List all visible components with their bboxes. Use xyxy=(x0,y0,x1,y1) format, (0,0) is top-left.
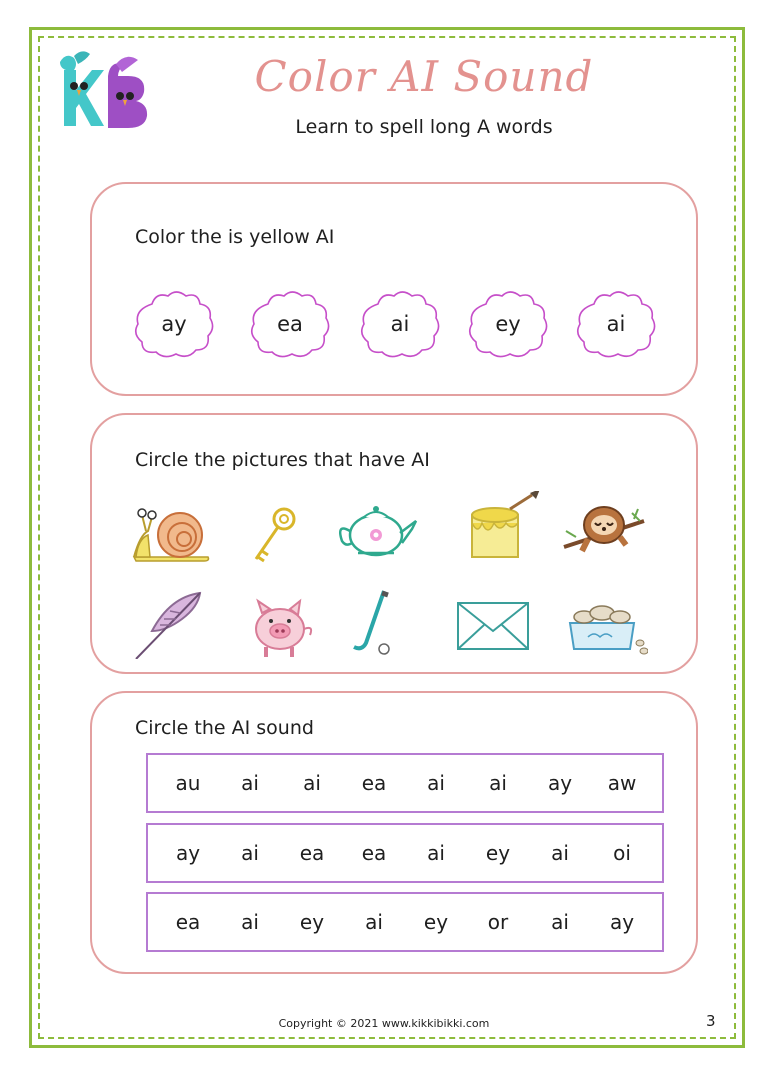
sound-row-2 xyxy=(146,823,664,883)
sound-item[interactable]: or xyxy=(487,910,509,934)
cloud-5[interactable] xyxy=(574,288,658,360)
sound-item[interactable]: ai xyxy=(365,910,383,934)
envelope-icon[interactable] xyxy=(452,591,536,663)
sound-item[interactable]: ea xyxy=(361,771,387,795)
sound-item[interactable]: oi xyxy=(613,841,631,865)
pictures-section xyxy=(90,413,698,674)
cloud-label: ay xyxy=(161,312,187,336)
sloth-icon[interactable] xyxy=(562,491,646,563)
cloud-label: ai xyxy=(390,312,410,336)
cloud-1[interactable] xyxy=(132,288,216,360)
cloud-label: ey xyxy=(495,312,521,336)
sound-item[interactable]: ey xyxy=(485,841,511,865)
sound-section-heading: Circle the AI sound xyxy=(135,717,314,739)
key-icon[interactable] xyxy=(242,497,326,569)
pig-icon[interactable] xyxy=(240,591,324,663)
sound-item[interactable]: ay xyxy=(609,910,635,934)
sound-item[interactable]: ai xyxy=(303,771,321,795)
sound-item[interactable]: ay xyxy=(547,771,573,795)
sound-item[interactable]: ai xyxy=(241,771,259,795)
sound-section xyxy=(90,691,698,974)
pictures-section-heading: Circle the pictures that have AI xyxy=(135,449,430,471)
sound-row-1 xyxy=(146,753,664,813)
sound-item[interactable]: ai xyxy=(427,771,445,795)
sound-item[interactable]: ai xyxy=(241,841,259,865)
sound-item[interactable]: ey xyxy=(299,910,325,934)
page-subtitle: Learn to spell long A words xyxy=(295,116,553,138)
cloud-label: ea xyxy=(277,312,303,336)
sound-item[interactable]: ay xyxy=(175,841,201,865)
sound-item[interactable]: au xyxy=(175,771,201,795)
hockey-stick-icon[interactable] xyxy=(342,587,426,659)
feather-icon[interactable] xyxy=(130,587,214,659)
sound-item[interactable]: aw xyxy=(607,771,637,795)
cloud-label: ai xyxy=(606,312,626,336)
cloud-4[interactable] xyxy=(466,288,550,360)
color-section-heading: Color the is yellow AI xyxy=(135,226,335,248)
copyright-text: Copyright © 2021 www.kikkibikki.com xyxy=(278,1017,490,1030)
sound-row-3 xyxy=(146,892,664,952)
paint-can-icon[interactable] xyxy=(462,491,546,563)
page-title: Color AI Sound xyxy=(254,52,594,101)
sound-item[interactable]: ai xyxy=(551,910,569,934)
cloud-2[interactable] xyxy=(248,288,332,360)
sound-item[interactable]: ai xyxy=(241,910,259,934)
sound-item[interactable]: ai xyxy=(427,841,445,865)
teapot-icon[interactable] xyxy=(336,493,420,565)
raisin-bowl-icon[interactable] xyxy=(564,589,648,661)
sound-item[interactable]: ea xyxy=(361,841,387,865)
sound-item[interactable]: ea xyxy=(299,841,325,865)
cloud-3[interactable] xyxy=(358,288,442,360)
snail-icon[interactable] xyxy=(130,495,214,567)
page-number: 3 xyxy=(706,1012,716,1030)
sound-item[interactable]: ea xyxy=(175,910,201,934)
sound-item[interactable]: ai xyxy=(489,771,507,795)
sound-item[interactable]: ey xyxy=(423,910,449,934)
color-section xyxy=(90,182,698,396)
sound-item[interactable]: ai xyxy=(551,841,569,865)
